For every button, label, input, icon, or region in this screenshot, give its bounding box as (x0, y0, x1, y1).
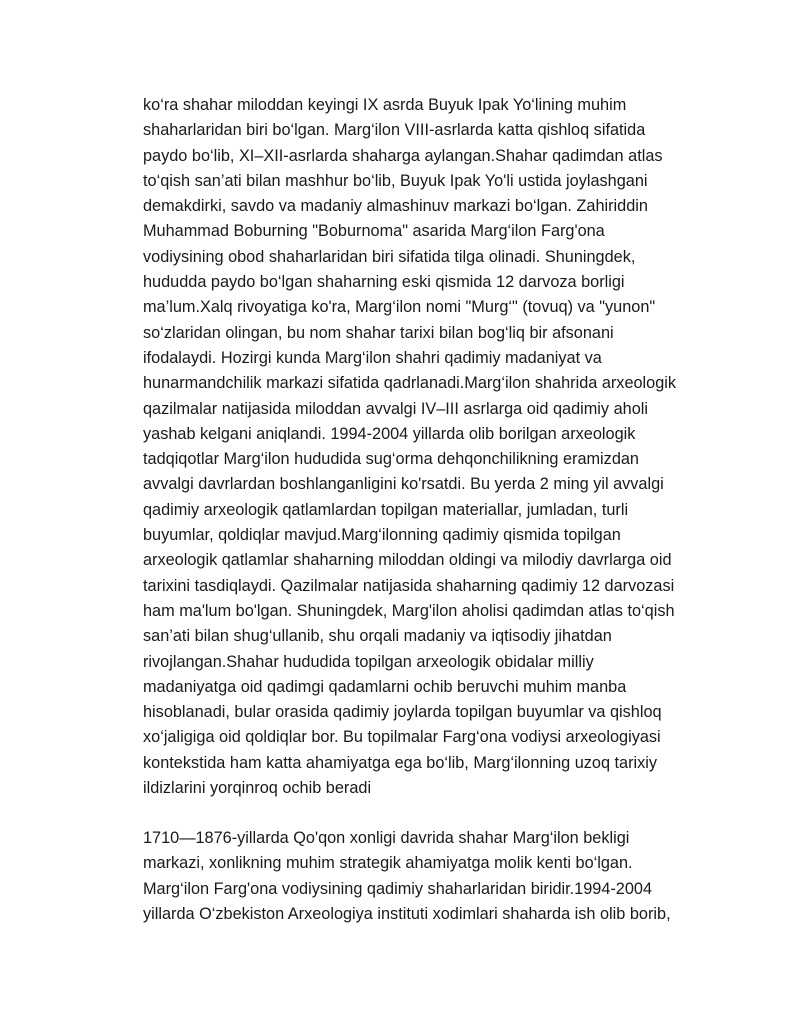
text-line: tarixini tasdiqlaydi. Qazilmalar natijasida shaharning qadimiy 12 darvozasi (143, 576, 675, 595)
text-line: vodiysining obod shaharlaridan biri sifatida tilga olinadi. Shuningdek, (143, 247, 636, 266)
body-paragraph-2 (143, 826, 703, 927)
text-line: xo‘jaligiga oid qoldiqlar bor. Bu topilmalar Farg‘ona vodiysi arxeologiyasi (143, 728, 661, 747)
text-line: kontekstida ham katta ahamiyatga ega bo‘lib, Marg‘ilonning uzoq tarixiy (143, 753, 658, 772)
text-line: tadqiqotlar Marg‘ilon hududida sug‘orma dehqonchilikning eramizdan (143, 450, 639, 469)
text-line: demakdirki, savdo va madaniy almashinuv markazi bo‘lgan. Zahiriddin (143, 197, 648, 216)
text-line: qadimiy arxeologik qatlamlardan topilgan materiallar, jumladan, turli (143, 500, 629, 519)
text-line: buyumlar, qoldiqlar mavjud.Marg‘ilonning qadimiy qismida topilgan (143, 526, 621, 545)
text-line: ma’lum.Xalq rivoyatiga ko'ra, Marg‘ilon nomi "Murg‘" (tovuq) va "yunon" (143, 298, 656, 317)
text-line: ifodalaydi. Hozirgi kunda Marg‘ilon shahri qadimiy madaniyat va (143, 348, 602, 367)
text-line: ildizlarini yorqinroq ochib beradi (143, 779, 372, 798)
text-line: hisoblanadi, bular orasida qadimiy joylarda topilgan buyumlar va qishloq (143, 703, 662, 722)
text-line: madaniyatga oid qadimgi qadamlarni ochib beruvchi muhim manba (143, 677, 627, 696)
text-line: yashab kelgani aniqlandi. 1994-2004 yillarda olib borilgan arxeologik (143, 424, 636, 443)
text-line: rivojlangan.Shahar hududida topilgan arxeologik obidalar milliy (143, 652, 594, 671)
text-line: 1710—1876-yillarda Qo'qon xonligi davrida shahar Marg‘ilon bekligi (143, 829, 630, 847)
text-line: markazi, xonlikning muhim strategik ahamiyatga molik kenti bo‘lgan. (143, 854, 633, 873)
text-line: to‘qish san’ati bilan mashhur bo‘lib, Buyuk Ipak Yo'li ustida joylashgani (143, 171, 648, 190)
text-line: hududda paydo bo‘lgan shaharning eski qismida 12 darvoza borligi (143, 273, 625, 292)
text-line: san’ati bilan shug‘ullanib, shu orqali madaniy va iqtisodiy jihatdan (143, 627, 612, 646)
body-paragraph-1 (143, 93, 703, 801)
text-line: ham ma'lum bo'lgan. Shuningdek, Marg'ilon aholisi qadimdan atlas to‘qish (143, 601, 675, 620)
text-line: avvalgi davrlardan boshlanganligini ko'rsatdi. Bu yerda 2 ming yil avvalgi (143, 475, 664, 494)
text-line: arxeologik qatlamlar shaharning miloddan oldingi va milodiy davrlarga oid (143, 551, 672, 570)
text-line: so‘zlaridan olingan, bu nom shahar tarixi bilan bog‘liq bir afsonani (143, 323, 614, 342)
text-line: Marg‘ilon Farg'ona vodiysining qadimiy shaharlaridan biridir.1994-2004 (143, 879, 653, 898)
text-line: Muhammad Boburning "Boburnoma" asarida Marg‘ilon Farg'ona (143, 222, 605, 241)
text-line: shaharlaridan biri bo‘lgan. Marg‘ilon VIII-asrlarda katta qishloq sifatida (143, 121, 646, 140)
text-line: paydo bo‘lib, XI–XII-asrlarda shaharga aylangan.Shahar qadimdan atlas (143, 146, 663, 165)
text-line: ko‘ra shahar miloddan keyingi IX asrda Buyuk Ipak Yo‘lining muhim (143, 96, 627, 114)
text-line: yillarda O‘zbekiston Arxeologiya instituti xodimlari shaharda ish olib borib, (143, 904, 671, 923)
text-line: qazilmalar natijasida miloddan avvalgi IV–III asrlarga oid qadimiy aholi (143, 399, 648, 418)
text-line: hunarmandchilik markazi sifatida qadrlanadi.Marg‘ilon shahrida arxeologik (143, 374, 677, 393)
